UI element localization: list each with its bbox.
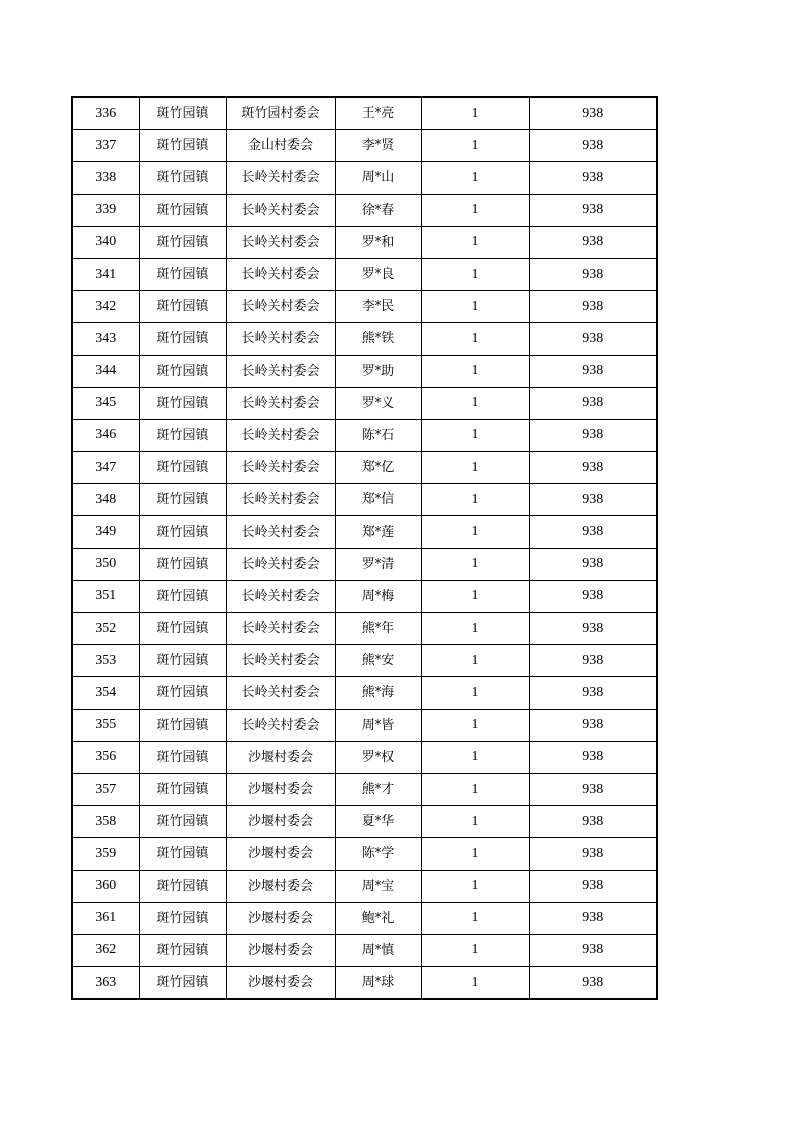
count-cell: 1 bbox=[421, 548, 529, 580]
person-name-cell: 郑*莲 bbox=[335, 516, 421, 548]
table-row bbox=[72, 194, 657, 226]
table-row bbox=[72, 773, 657, 805]
row-number-cell: 354 bbox=[72, 677, 139, 709]
amount-cell: 938 bbox=[529, 580, 657, 612]
row-number-cell: 344 bbox=[72, 355, 139, 387]
row-number-cell: 346 bbox=[72, 419, 139, 451]
count-cell: 1 bbox=[421, 97, 529, 130]
count-cell: 1 bbox=[421, 162, 529, 194]
count-cell: 1 bbox=[421, 773, 529, 805]
count-cell: 1 bbox=[421, 741, 529, 773]
table-row bbox=[72, 162, 657, 194]
town-cell: 斑竹园镇 bbox=[139, 194, 226, 226]
town-cell: 斑竹园镇 bbox=[139, 773, 226, 805]
count-cell: 1 bbox=[421, 516, 529, 548]
village-committee-cell: 长岭关村委会 bbox=[226, 258, 335, 290]
amount-cell: 938 bbox=[529, 741, 657, 773]
table-row bbox=[72, 258, 657, 290]
person-name-cell: 熊*才 bbox=[335, 773, 421, 805]
person-name-cell: 徐*春 bbox=[335, 194, 421, 226]
village-committee-cell: 长岭关村委会 bbox=[226, 355, 335, 387]
count-cell: 1 bbox=[421, 258, 529, 290]
village-committee-cell: 长岭关村委会 bbox=[226, 484, 335, 516]
row-number-cell: 362 bbox=[72, 934, 139, 966]
row-number-cell: 337 bbox=[72, 130, 139, 162]
table-row bbox=[72, 130, 657, 162]
row-number-cell: 343 bbox=[72, 323, 139, 355]
row-number-cell: 356 bbox=[72, 741, 139, 773]
amount-cell: 938 bbox=[529, 130, 657, 162]
town-cell: 斑竹园镇 bbox=[139, 419, 226, 451]
table-row bbox=[72, 967, 657, 1000]
town-cell: 斑竹园镇 bbox=[139, 226, 226, 258]
table-row bbox=[72, 323, 657, 355]
table-row bbox=[72, 452, 657, 484]
village-committee-cell: 长岭关村委会 bbox=[226, 580, 335, 612]
count-cell: 1 bbox=[421, 484, 529, 516]
table-row bbox=[72, 902, 657, 934]
row-number-cell: 357 bbox=[72, 773, 139, 805]
town-cell: 斑竹园镇 bbox=[139, 709, 226, 741]
table-row bbox=[72, 934, 657, 966]
village-committee-cell: 沙堰村委会 bbox=[226, 967, 335, 1000]
person-name-cell: 鲍*礼 bbox=[335, 902, 421, 934]
town-cell: 斑竹园镇 bbox=[139, 97, 226, 130]
town-cell: 斑竹园镇 bbox=[139, 258, 226, 290]
village-committee-cell: 长岭关村委会 bbox=[226, 291, 335, 323]
amount-cell: 938 bbox=[529, 516, 657, 548]
row-number-cell: 361 bbox=[72, 902, 139, 934]
village-committee-cell: 沙堰村委会 bbox=[226, 806, 335, 838]
town-cell: 斑竹园镇 bbox=[139, 387, 226, 419]
amount-cell: 938 bbox=[529, 967, 657, 1000]
town-cell: 斑竹园镇 bbox=[139, 516, 226, 548]
table-container bbox=[71, 96, 658, 1000]
count-cell: 1 bbox=[421, 709, 529, 741]
person-name-cell: 罗*权 bbox=[335, 741, 421, 773]
village-committee-cell: 长岭关村委会 bbox=[226, 162, 335, 194]
village-committee-cell: 沙堰村委会 bbox=[226, 934, 335, 966]
amount-cell: 938 bbox=[529, 162, 657, 194]
count-cell: 1 bbox=[421, 130, 529, 162]
town-cell: 斑竹园镇 bbox=[139, 806, 226, 838]
village-committee-cell: 长岭关村委会 bbox=[226, 677, 335, 709]
row-number-cell: 338 bbox=[72, 162, 139, 194]
person-name-cell: 熊*年 bbox=[335, 613, 421, 645]
row-number-cell: 353 bbox=[72, 645, 139, 677]
village-committee-cell: 长岭关村委会 bbox=[226, 548, 335, 580]
town-cell: 斑竹园镇 bbox=[139, 452, 226, 484]
table-row bbox=[72, 97, 657, 130]
amount-cell: 938 bbox=[529, 870, 657, 902]
amount-cell: 938 bbox=[529, 97, 657, 130]
count-cell: 1 bbox=[421, 323, 529, 355]
amount-cell: 938 bbox=[529, 934, 657, 966]
row-number-cell: 339 bbox=[72, 194, 139, 226]
table-row bbox=[72, 580, 657, 612]
table-row bbox=[72, 645, 657, 677]
row-number-cell: 347 bbox=[72, 452, 139, 484]
count-cell: 1 bbox=[421, 452, 529, 484]
count-cell: 1 bbox=[421, 580, 529, 612]
village-committee-cell: 斑竹园村委会 bbox=[226, 97, 335, 130]
data-table bbox=[71, 96, 658, 1000]
row-number-cell: 349 bbox=[72, 516, 139, 548]
count-cell: 1 bbox=[421, 355, 529, 387]
person-name-cell: 王*亮 bbox=[335, 97, 421, 130]
person-name-cell: 陈*石 bbox=[335, 419, 421, 451]
table-row bbox=[72, 516, 657, 548]
town-cell: 斑竹园镇 bbox=[139, 580, 226, 612]
person-name-cell: 罗*和 bbox=[335, 226, 421, 258]
count-cell: 1 bbox=[421, 870, 529, 902]
person-name-cell: 罗*良 bbox=[335, 258, 421, 290]
amount-cell: 938 bbox=[529, 323, 657, 355]
table-row bbox=[72, 677, 657, 709]
amount-cell: 938 bbox=[529, 902, 657, 934]
amount-cell: 938 bbox=[529, 258, 657, 290]
amount-cell: 938 bbox=[529, 226, 657, 258]
table-row bbox=[72, 484, 657, 516]
village-committee-cell: 长岭关村委会 bbox=[226, 419, 335, 451]
town-cell: 斑竹园镇 bbox=[139, 934, 226, 966]
row-number-cell: 358 bbox=[72, 806, 139, 838]
village-committee-cell: 长岭关村委会 bbox=[226, 323, 335, 355]
town-cell: 斑竹园镇 bbox=[139, 902, 226, 934]
village-committee-cell: 长岭关村委会 bbox=[226, 194, 335, 226]
amount-cell: 938 bbox=[529, 806, 657, 838]
person-name-cell: 罗*义 bbox=[335, 387, 421, 419]
amount-cell: 938 bbox=[529, 838, 657, 870]
amount-cell: 938 bbox=[529, 613, 657, 645]
table-row bbox=[72, 226, 657, 258]
count-cell: 1 bbox=[421, 838, 529, 870]
table-body bbox=[72, 97, 657, 999]
person-name-cell: 罗*助 bbox=[335, 355, 421, 387]
person-name-cell: 李*民 bbox=[335, 291, 421, 323]
person-name-cell: 郑*亿 bbox=[335, 452, 421, 484]
count-cell: 1 bbox=[421, 226, 529, 258]
village-committee-cell: 长岭关村委会 bbox=[226, 613, 335, 645]
row-number-cell: 345 bbox=[72, 387, 139, 419]
village-committee-cell: 沙堰村委会 bbox=[226, 838, 335, 870]
person-name-cell: 周*山 bbox=[335, 162, 421, 194]
village-committee-cell: 沙堰村委会 bbox=[226, 773, 335, 805]
amount-cell: 938 bbox=[529, 677, 657, 709]
row-number-cell: 355 bbox=[72, 709, 139, 741]
amount-cell: 938 bbox=[529, 419, 657, 451]
person-name-cell: 熊*海 bbox=[335, 677, 421, 709]
town-cell: 斑竹园镇 bbox=[139, 355, 226, 387]
village-committee-cell: 沙堰村委会 bbox=[226, 870, 335, 902]
row-number-cell: 352 bbox=[72, 613, 139, 645]
town-cell: 斑竹园镇 bbox=[139, 645, 226, 677]
village-committee-cell: 长岭关村委会 bbox=[226, 226, 335, 258]
village-committee-cell: 长岭关村委会 bbox=[226, 516, 335, 548]
village-committee-cell: 沙堰村委会 bbox=[226, 741, 335, 773]
table-row bbox=[72, 419, 657, 451]
person-name-cell: 周*宝 bbox=[335, 870, 421, 902]
row-number-cell: 350 bbox=[72, 548, 139, 580]
village-committee-cell: 金山村委会 bbox=[226, 130, 335, 162]
table-row bbox=[72, 870, 657, 902]
count-cell: 1 bbox=[421, 613, 529, 645]
count-cell: 1 bbox=[421, 967, 529, 1000]
town-cell: 斑竹园镇 bbox=[139, 967, 226, 1000]
row-number-cell: 360 bbox=[72, 870, 139, 902]
person-name-cell: 熊*铁 bbox=[335, 323, 421, 355]
count-cell: 1 bbox=[421, 194, 529, 226]
amount-cell: 938 bbox=[529, 773, 657, 805]
table-row bbox=[72, 741, 657, 773]
amount-cell: 938 bbox=[529, 387, 657, 419]
table-row bbox=[72, 806, 657, 838]
row-number-cell: 342 bbox=[72, 291, 139, 323]
village-committee-cell: 长岭关村委会 bbox=[226, 709, 335, 741]
row-number-cell: 363 bbox=[72, 967, 139, 1000]
amount-cell: 938 bbox=[529, 645, 657, 677]
count-cell: 1 bbox=[421, 291, 529, 323]
row-number-cell: 336 bbox=[72, 97, 139, 130]
town-cell: 斑竹园镇 bbox=[139, 291, 226, 323]
table-row bbox=[72, 838, 657, 870]
row-number-cell: 351 bbox=[72, 580, 139, 612]
amount-cell: 938 bbox=[529, 291, 657, 323]
count-cell: 1 bbox=[421, 934, 529, 966]
village-committee-cell: 长岭关村委会 bbox=[226, 645, 335, 677]
town-cell: 斑竹园镇 bbox=[139, 613, 226, 645]
person-name-cell: 周*梅 bbox=[335, 580, 421, 612]
town-cell: 斑竹园镇 bbox=[139, 838, 226, 870]
table-row bbox=[72, 291, 657, 323]
table-row bbox=[72, 548, 657, 580]
row-number-cell: 348 bbox=[72, 484, 139, 516]
person-name-cell: 夏*华 bbox=[335, 806, 421, 838]
person-name-cell: 周*慎 bbox=[335, 934, 421, 966]
amount-cell: 938 bbox=[529, 709, 657, 741]
row-number-cell: 359 bbox=[72, 838, 139, 870]
count-cell: 1 bbox=[421, 645, 529, 677]
count-cell: 1 bbox=[421, 806, 529, 838]
person-name-cell: 郑*信 bbox=[335, 484, 421, 516]
amount-cell: 938 bbox=[529, 548, 657, 580]
village-committee-cell: 沙堰村委会 bbox=[226, 902, 335, 934]
row-number-cell: 340 bbox=[72, 226, 139, 258]
town-cell: 斑竹园镇 bbox=[139, 130, 226, 162]
amount-cell: 938 bbox=[529, 452, 657, 484]
person-name-cell: 周*皆 bbox=[335, 709, 421, 741]
person-name-cell: 罗*清 bbox=[335, 548, 421, 580]
town-cell: 斑竹园镇 bbox=[139, 870, 226, 902]
person-name-cell: 李*贤 bbox=[335, 130, 421, 162]
town-cell: 斑竹园镇 bbox=[139, 677, 226, 709]
count-cell: 1 bbox=[421, 677, 529, 709]
row-number-cell: 341 bbox=[72, 258, 139, 290]
count-cell: 1 bbox=[421, 902, 529, 934]
amount-cell: 938 bbox=[529, 194, 657, 226]
person-name-cell: 周*球 bbox=[335, 967, 421, 1000]
count-cell: 1 bbox=[421, 419, 529, 451]
town-cell: 斑竹园镇 bbox=[139, 162, 226, 194]
town-cell: 斑竹园镇 bbox=[139, 323, 226, 355]
table-row bbox=[72, 613, 657, 645]
table-row bbox=[72, 355, 657, 387]
person-name-cell: 陈*学 bbox=[335, 838, 421, 870]
town-cell: 斑竹园镇 bbox=[139, 548, 226, 580]
count-cell: 1 bbox=[421, 387, 529, 419]
amount-cell: 938 bbox=[529, 355, 657, 387]
table-row bbox=[72, 387, 657, 419]
amount-cell: 938 bbox=[529, 484, 657, 516]
town-cell: 斑竹园镇 bbox=[139, 484, 226, 516]
person-name-cell: 熊*安 bbox=[335, 645, 421, 677]
table-row bbox=[72, 709, 657, 741]
village-committee-cell: 长岭关村委会 bbox=[226, 387, 335, 419]
town-cell: 斑竹园镇 bbox=[139, 741, 226, 773]
village-committee-cell: 长岭关村委会 bbox=[226, 452, 335, 484]
